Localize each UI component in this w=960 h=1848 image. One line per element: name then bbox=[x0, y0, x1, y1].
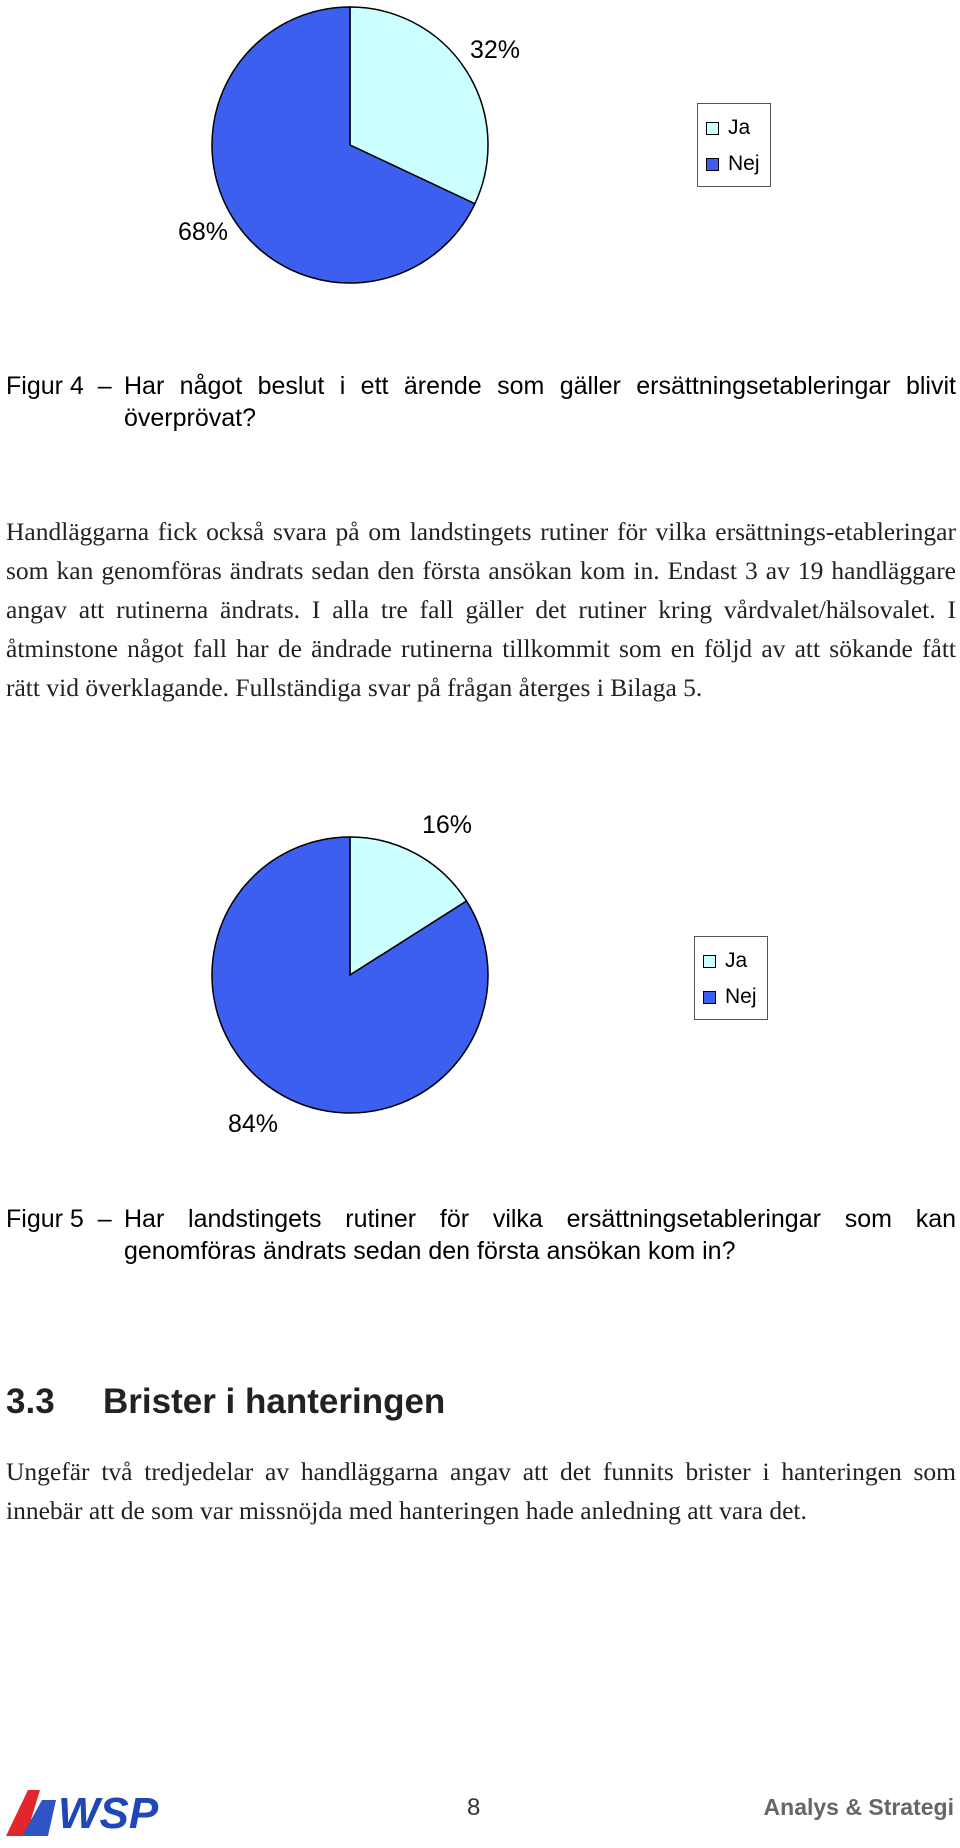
figure4-pie-chart bbox=[210, 4, 490, 286]
legend-swatch-nej bbox=[703, 991, 716, 1004]
figure5-legend bbox=[694, 936, 768, 1020]
figure5-caption bbox=[6, 1203, 956, 1267]
svg-text:WSP: WSP bbox=[58, 1789, 159, 1838]
legend-swatch-nej bbox=[706, 158, 719, 171]
legend-label-ja: Ja bbox=[728, 116, 751, 139]
wsp-logo bbox=[6, 1782, 196, 1843]
figure4-legend bbox=[697, 103, 771, 187]
section-number: 3.3 bbox=[6, 1382, 55, 1421]
legend-item-nej bbox=[703, 979, 757, 1015]
section-title: Brister i hanteringen bbox=[103, 1382, 446, 1421]
legend-label-nej: Nej bbox=[728, 152, 760, 175]
body-paragraph-2: Ungefär två tredjedelar av handläggarna angav att det funnits brister i hanteringen som innebär att de som var missnöjda med hanteringen hade anledning att vara det. bbox=[6, 1457, 956, 1525]
figure5-caption-label: Figur 5 – bbox=[6, 1205, 112, 1233]
figure4-caption bbox=[6, 370, 956, 434]
legend-item-ja bbox=[703, 943, 757, 979]
figure5-label-ja: 16% bbox=[422, 811, 473, 839]
legend-label-nej: Nej bbox=[725, 985, 757, 1008]
footer-org-name: Analys & Strategi bbox=[763, 1794, 954, 1820]
section-heading bbox=[6, 1382, 445, 1422]
legend-label-ja: Ja bbox=[725, 949, 748, 972]
page-number: 8 bbox=[467, 1794, 481, 1821]
legend-item-ja bbox=[706, 110, 760, 146]
figure4-caption-text: Har något beslut i ett ärende som gäller ersättningsetableringar blivit överprövat? bbox=[124, 372, 956, 432]
body-paragraph-1: Handläggarna fick också svara på om landstingets rutiner för vilka ersättnings-etableringar som kan genomföras ändrats sedan den första ansökan kom in. Endast 3 av 19 handläggare angav att rutinerna ändrats. I alla tre fall gäller det rutiner kring vårdvalet/hälsovalet. I åtminstone något fall har de ändrade rutinerna tillkommit som en följd av att sökande fått rätt vid överklagande. Fullständiga svar på frågan återges i Bilaga 5. bbox=[6, 517, 956, 702]
legend-swatch-ja bbox=[706, 122, 719, 135]
figure5-caption-text: Har landstingets rutiner för vilka ersättningsetableringar som kan genomföras ändrats sedan den första ansökan kom in? bbox=[124, 1205, 956, 1265]
figure4-label-nej: 68% bbox=[178, 218, 229, 246]
figure5-label-nej: 84% bbox=[228, 1110, 279, 1138]
figure4-caption-label: Figur 4 – bbox=[6, 372, 112, 400]
legend-swatch-ja bbox=[703, 955, 716, 968]
figure5-pie-chart bbox=[210, 835, 490, 1115]
legend-item-nej bbox=[706, 146, 760, 182]
figure4-label-ja: 32% bbox=[470, 36, 521, 64]
